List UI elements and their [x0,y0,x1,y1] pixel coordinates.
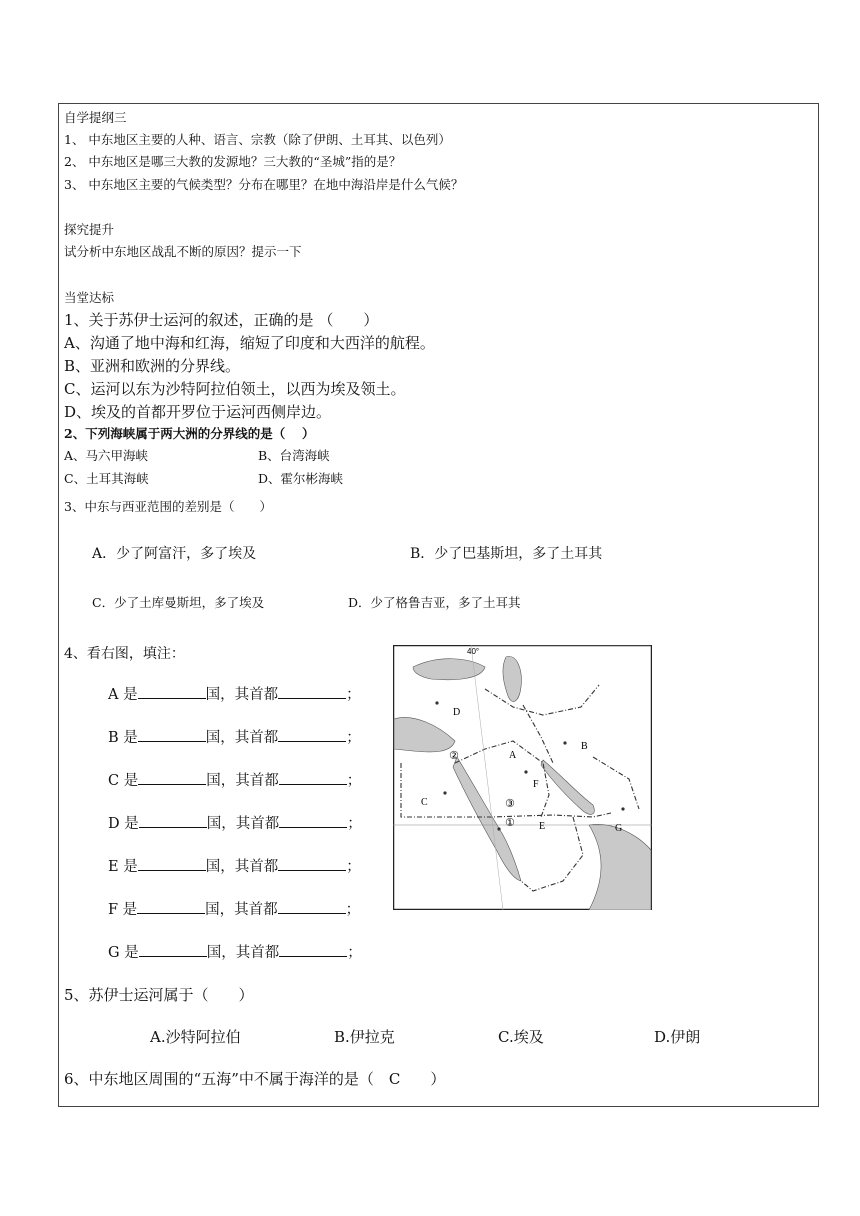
practice-q3-option-c: C．少了土库曼斯坦，多了埃及 [92,595,265,610]
outline-question-3: 3、 中东地区主要的气候类型？分布在哪里？在地中海沿岸是什么气候？ [64,177,464,192]
practice-q1-option-c: C、运河以东为沙特阿拉伯领土，以西为埃及领土。 [64,380,406,398]
capital-blank[interactable] [278,899,346,914]
map-label-e: E [539,821,546,832]
practice-q2-option-d: D、霍尔彬海峡 [258,471,344,486]
row-letter: G 是 [108,945,139,961]
row-letter: F 是 [108,902,138,918]
capital-blank[interactable] [279,942,347,957]
map-label-b: B [581,741,588,752]
practice-q5-option-a: A.沙特阿拉伯 [150,1028,241,1046]
outline-question-2: 2、 中东地区是哪三大教的发源地？三大教的“圣城”指的是？ [64,154,402,169]
capital-blank[interactable] [278,684,346,699]
practice-q3-option-b: B．少了巴基斯坦，多了土耳其 [410,546,603,562]
row-mid-text: 国，其首都 [206,816,280,832]
practice-q1-option-b: B、亚洲和欧洲的分界线。 [64,357,241,375]
outline-question-1: 1、 中东地区主要的人种、语言、宗教（除了伊朗、土耳其、以色列） [64,132,451,147]
country-blank[interactable] [138,727,206,742]
row-mid-text: 国，其首都 [205,859,279,875]
capital-blank[interactable] [279,770,347,785]
capital-dot [443,791,446,794]
practice-q6: 6、中东地区周围的“五海”中不属于海洋的是（ C ） [64,1070,446,1088]
practice-q2-option-c: C、土耳其海峡 [64,471,149,486]
map-label-c: C [421,797,428,808]
country-blank[interactable] [138,770,206,785]
country-blank[interactable] [138,684,206,699]
practice-q1-option-a: A、沟通了地中海和红海，缩短了印度和大西洋的航程。 [64,334,435,352]
fill-row-c [108,769,361,790]
capital-dot [563,741,566,744]
row-end: ； [346,687,361,703]
marker-2: ② [449,749,459,762]
country-blank[interactable] [139,813,207,828]
practice-q1: 1、关于苏伊士运河的叙述，正确的是 （ ） [64,311,379,329]
map-label-a: A [509,750,517,761]
practice-q5-option-d: D.伊朗 [654,1028,701,1046]
map-label-g: G [615,823,623,834]
row-mid-text: 国，其首都 [205,730,279,746]
row-mid-text: 国，其首都 [205,902,278,918]
fill-row-g [108,941,362,962]
practice-heading: 当堂达标 [64,290,115,305]
row-end: ； [346,859,361,875]
practice-q2-option-a: A、马六甲海峡 [64,448,149,463]
row-letter: C 是 [108,773,139,789]
row-mid-text: 国，其首都 [206,773,279,789]
longitude-label: 40° [467,647,480,656]
capital-dot [621,807,624,810]
outline-heading: 自学提纲三 [64,110,127,125]
practice-q1-option-d: D、埃及的首都开罗位于运河西侧岸边。 [64,403,332,421]
row-end: ； [346,730,361,746]
practice-q5-option-c: C.埃及 [498,1028,544,1046]
fill-row-b [108,726,361,747]
fill-row-e [108,855,361,876]
row-mid-text: 国，其首都 [205,687,279,703]
row-letter: D 是 [108,816,139,832]
row-end: ； [345,902,361,918]
practice-q4: 4、看右图，填注： [64,646,185,662]
map-label-f: F [533,779,539,790]
capital-dot [497,827,500,830]
practice-q5-option-b: B.伊拉克 [334,1028,395,1046]
fill-row-a [108,683,361,704]
country-blank[interactable] [137,899,205,914]
capital-dot [435,701,438,704]
practice-q3-option-d: D．少了格鲁吉亚，多了土耳其 [348,595,521,610]
row-mid-text: 国，其首都 [206,945,280,961]
row-letter: A 是 [108,687,138,703]
marker-1: ① [505,816,515,829]
marker-3: ③ [505,797,515,810]
practice-q5: 5、苏伊士运河属于（ ） [64,986,254,1004]
capital-dot [524,770,527,773]
fill-row-d [108,812,362,833]
middle-east-map [393,645,652,910]
practice-q2-option-b: B、台湾海峡 [258,448,330,463]
capital-blank[interactable] [278,856,346,871]
practice-q3: 3、中东与西亚范围的差别是（ ） [64,499,272,514]
row-letter: E 是 [108,859,138,875]
capital-blank[interactable] [279,813,347,828]
capital-blank[interactable] [278,727,346,742]
practice-q3-option-a: A．少了阿富汗，多了埃及 [92,546,257,562]
row-end: ； [347,945,362,961]
explore-heading: 探究提升 [64,222,115,237]
row-end: ； [346,773,362,789]
map-label-d: D [453,707,461,718]
explore-text: 试分析中东地区战乱不断的原因？提示一下 [64,244,302,259]
practice-q2: 2、下列海峡属于两大洲的分界线的是（ ） [64,426,315,441]
country-blank[interactable] [138,856,206,871]
fill-row-f [108,898,360,919]
row-letter: B 是 [108,730,138,746]
row-end: ； [347,816,362,832]
country-blank[interactable] [139,942,207,957]
